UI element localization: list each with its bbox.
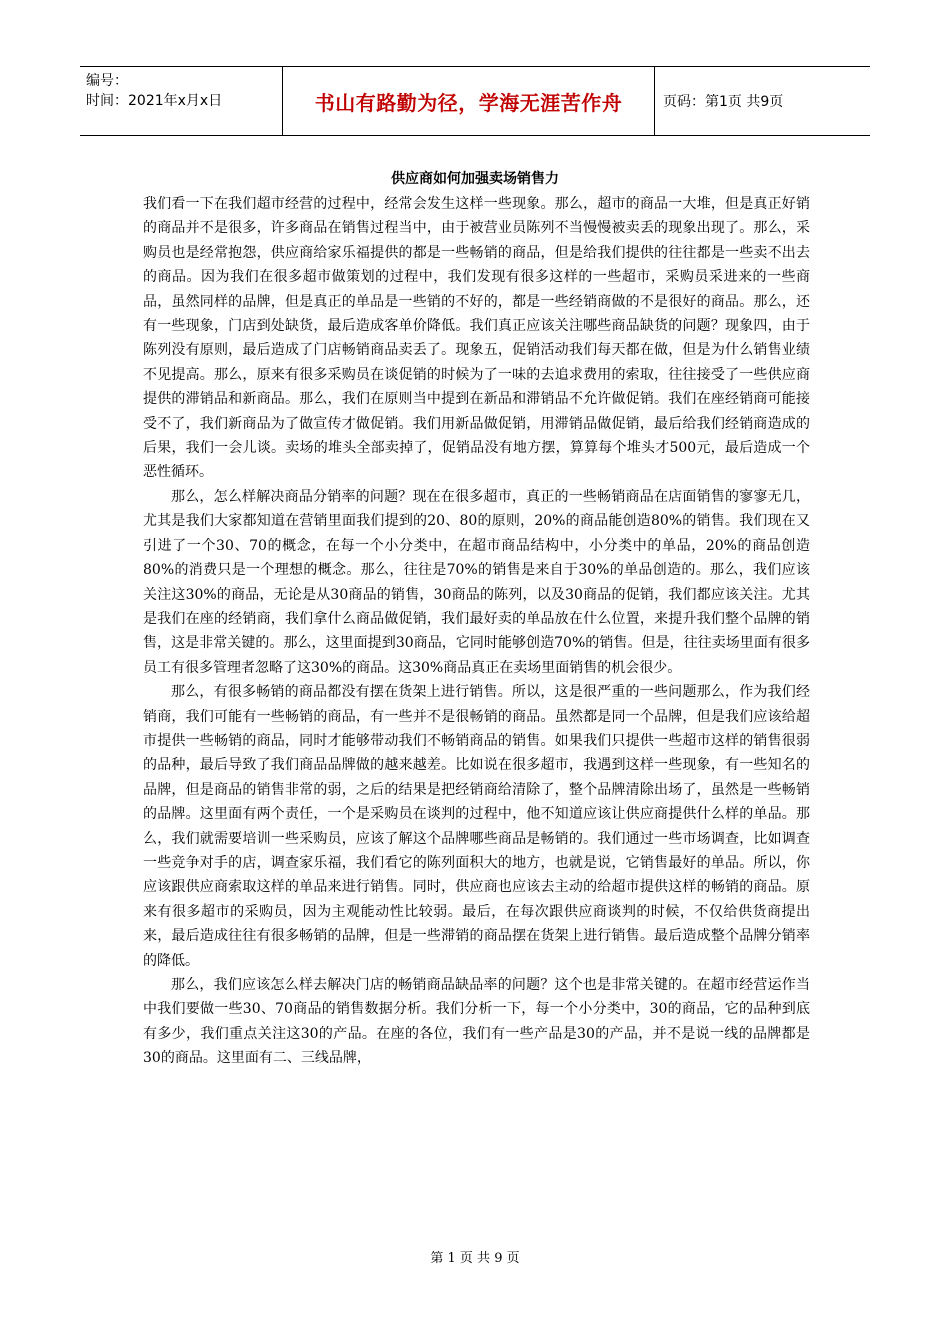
document-title: 供应商如何加强卖场销售力 xyxy=(391,171,559,187)
document-number: 编号： xyxy=(86,73,128,89)
document-body xyxy=(143,192,810,1071)
paragraph: 我们看一下在我们超市经营的过程中，经常会发生这样一些现象。那么，超市的商品一大堆，但是真正好销的商品并不是很多，许多商品在销售过程当中，由于被营业员陈列不当慢慢被卖丢的现象出现了。那么，采购员也是经常抱怨，供应商给家乐福提供的都是一些畅销的商品，但是给我们提供的往往都是一些卖不出去的商品。因为我们在很多超市做策划的过程中，我们发现有很多这样的一些超市，采购员采进来的一些商品，虽然同样的品牌，但是真正的单品是一些销的不好的，都是一些经销商做的不是很好的商品。那么，还有一些现象，门店到处缺货，最后造成客单价降低。我们真正应该关注哪些商品缺货的问题？现象四，由于陈列没有原则，最后造成了门店畅销商品卖丢了。现象五，促销活动我们每天都在做，但是为什么销售业绩不见提高。那么，原来有很多采购员在谈促销的时候为了一味的去追求费用的索取，往往接受了一些供应商提供的滞销品和新商品。那么，我们在原则当中提到在新品和滞销品不允许做促销。我们在座经销商可能接受不了，我们新商品为了做宣传才做促销。我们用新品做促销，用滞销品做促销，最后给我们经销商造成的后果，我们一会儿谈。卖场的堆头全部卖掉了，促销品没有地方摆，算算每个堆头才500元，最后造成一个恶性循环。 xyxy=(143,196,810,481)
document-time: 时间：2021年x月x日 xyxy=(86,93,223,109)
header-motto: 书山有路勤为径，学海无涯苦作舟 xyxy=(283,67,655,135)
page-header xyxy=(80,66,870,136)
paragraph: 那么，我们应该怎么样去解决门店的畅销商品缺品率的问题？这个也是非常关键的。在超市经营运作当中我们要做一些30、70商品的销售数据分析。我们分析一下，每一个小分类中，30的商品，它的品种到底有多少，我们重点关注这30的产品。在座的各位，我们有一些产品是30的产品，并不是说一线的品牌都是30的商品。这里面有二、三线品牌， xyxy=(143,977,810,1067)
paragraph: 那么，有很多畅销的商品都没有摆在货架上进行销售。所以，这是很严重的一些问题那么，作为我们经销商，我们可能有一些畅销的商品，有一些并不是很畅销的商品。虽然都是同一个品牌，但是我们应该给超市提供一些畅销的商品，同时才能够带动我们不畅销商品的销售。如果我们只提供一些超市这样的销售很弱的品种，最后导致了我们商品品牌做的越来越差。比如说在很多超市，我遇到这样一些现象，有一些知名的品牌，但是商品的销售非常的弱，之后的结果是把经销商给清除了，整个品牌清除出场了，虽然是一些畅销的品牌。这里面有两个责任，一个是采购员在谈判的过程中，他不知道应该让供应商提供什么样的单品。那么，我们就需要培训一些采购员，应该了解这个品牌哪些商品是畅销的。我们通过一些市场调查，比如调查一些竞争对手的店，调查家乐福，我们看它的陈列面积大的地方，也就是说，它销售最好的单品。所以，你应该跟供应商索取这样的单品来进行销售。同时，供应商也应该去主动的给超市提供这样的畅销的商品。原来有很多超市的采购员，因为主观能动性比较弱。最后，在每次跟供应商谈判的时候，不仅给供货商提出来，最后造成往往有很多畅销的品牌，但是一些滞销的商品摆在货架上进行销售。最后造成整个品牌分销率的降低。 xyxy=(143,684,810,969)
paragraph: 那么，怎么样解决商品分销率的问题？现在在很多超市，真正的一些畅销商品在店面销售的寥寥无几，尤其是我们大家都知道在营销里面我们提到的20、80的原则，20%的商品能创造80%的销售。我们现在又引进了一个30、70的概念，在每一个小分类中，在超市商品结构中，小分类中的单品，20%的商品创造80%的消费只是一个理想的概念。那么，往往是70%的销售是来自于30%的单品创造的。那么，我们应该关注这30%的商品，无论是从30商品的销售，30商品的陈列，以及30商品的促销，我们都应该关注。尤其是我们在座的经销商，我们拿什么商品做促销，我们最好卖的单品放在什么位置，来提升我们整个品牌的销售，这是非常关键的。那么，这里面提到30商品，它同时能够创造70%的销售。但是，往往卖场里面有很多员工有很多管理者忽略了这30%的商品。这30%商品真正在卖场里面销售的机会很少。 xyxy=(143,488,810,676)
header-meta xyxy=(80,67,283,135)
header-page-info: 页码：第1页 共9页 xyxy=(663,94,784,110)
page-footer: 第 1 页 共 9 页 xyxy=(430,1251,520,1266)
